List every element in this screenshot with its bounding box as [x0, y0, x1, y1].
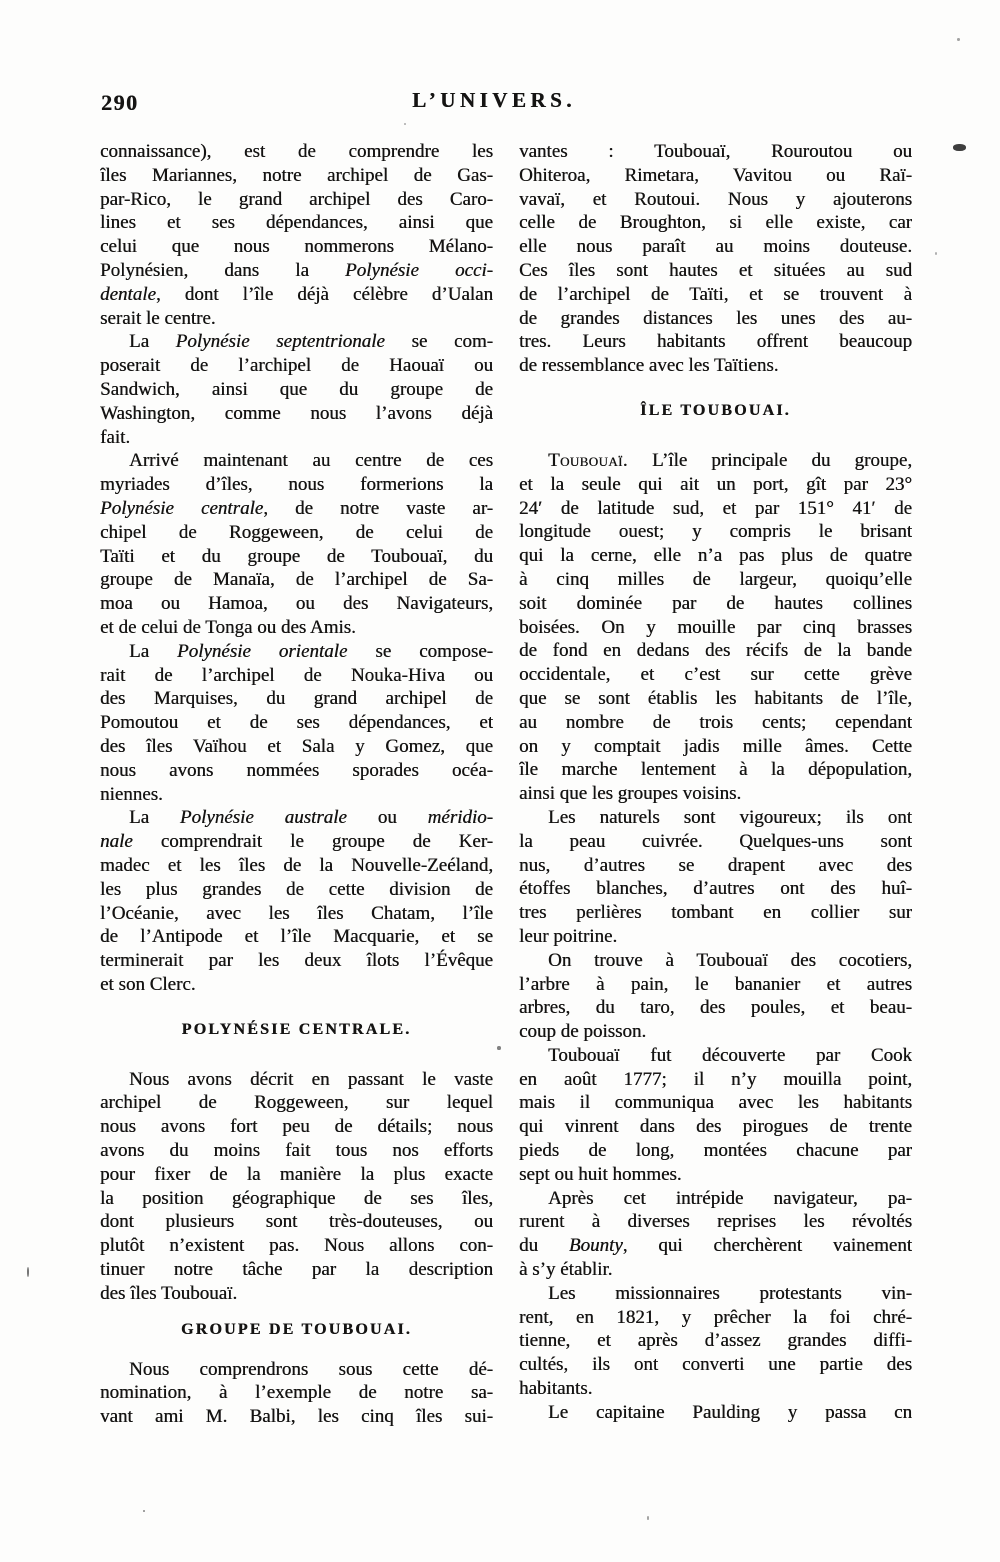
text-line: îles Mariannes, notre archipel de Gas-: [100, 164, 493, 186]
text-line: tinuer notre tâche par la description: [100, 1259, 493, 1281]
text-line: en août 1777; il n’y mouilla point,: [519, 1068, 912, 1090]
text-line: Le capitaine Paulding y passa cn: [548, 1401, 912, 1423]
text-line: sept ou huit hommes.: [519, 1163, 682, 1185]
text-line: La Polynésie orientale se compose-: [129, 640, 493, 662]
text-line: au nombre de trois cents; cependant: [519, 711, 912, 733]
text-line: et son Clerc.: [100, 973, 196, 995]
page-header: [100, 88, 912, 118]
text-line: à s’y établir.: [519, 1259, 613, 1281]
text-line: de l’archipel de Taïti, et se trouvent à: [519, 283, 912, 305]
text-line: arbres, du taro, des poules, et beau-: [519, 997, 912, 1019]
paragraph: [100, 1358, 493, 1429]
paragraph: [519, 449, 912, 806]
text-line: du Bounty, qui cherchèrent vainement: [519, 1235, 912, 1257]
paragraph: [100, 449, 493, 639]
text-line: groupe de Manaïa, de l’archipel de Sa-: [100, 569, 493, 591]
text-line: nale comprendrait le groupe de Ker-: [100, 831, 493, 853]
text-line: la peau cuivrée. Quelques-uns sont: [519, 830, 912, 852]
scan-artifact: [953, 144, 966, 151]
text-line: de ressemblance avec les Taïtiens.: [519, 355, 779, 377]
text-line: île marche lentement à la dépopulation,: [519, 759, 912, 781]
text-line: plutôt n’existent pas. Nous allons con-: [100, 1235, 493, 1257]
text-line: connaissance), est de comprendre les: [100, 141, 493, 162]
text-line: rent, en 1821, y prêcher la foi chré-: [519, 1306, 912, 1328]
text-line: pour fixer de la manière la plus exacte: [100, 1163, 493, 1185]
scan-artifact: [27, 1267, 29, 1277]
text-line: rurent à diverses reprises les révoltés: [519, 1211, 912, 1233]
text-line: de fond en dedans des récifs de la bande: [519, 640, 912, 662]
text-line: ainsi que les groupes voisins.: [519, 783, 742, 805]
text-line: Toubouaï fut découverte par Cook: [548, 1044, 912, 1066]
scan-artifact: [143, 1510, 145, 1512]
text-line: des îles Vaïhou et Sala y Gomez, que: [100, 735, 493, 757]
section-heading: ÎLE TOUBOUAI.: [640, 401, 791, 419]
text-line: chipel de Roggeween, de celui de: [100, 521, 493, 543]
text-line: archipel de Roggeween, sur lequel: [100, 1092, 493, 1114]
text-line: longitude ouest; y compris le brisant: [519, 521, 912, 543]
text-line: Polynésien, dans la Polynésie occi-: [100, 259, 493, 281]
running-title: L’UNIVERS.: [412, 88, 576, 112]
paragraph: [519, 1401, 912, 1425]
text-column-right: [519, 140, 912, 1429]
text-line: Après cet intrépide navigateur, pa-: [548, 1187, 912, 1209]
text-line: rait de l’archipel de Nouka-Hiva ou: [100, 664, 493, 686]
text-line: vavaï, et Routoui. Nous y ajouterons: [519, 188, 912, 210]
text-line: qui vinrent dans des pirogues de trente: [519, 1116, 912, 1138]
text-line: dentale, dont l’île déjà célèbre d’Ualan: [100, 283, 493, 305]
text-line: occidentale, et c’est sur cette grève: [519, 664, 912, 686]
text-line: étoffes blanches, d’autres ont des huî-: [519, 878, 912, 900]
paragraph: [100, 806, 493, 996]
paragraph: [100, 330, 493, 449]
text-line: Nous comprendrons sous cette dé-: [129, 1358, 493, 1380]
text-line: de l’Antipode et l’île Macquarie, et se: [100, 926, 493, 948]
text-line: nous avons nommées sporades océa-: [100, 759, 493, 781]
text-line: Pomoutou et de ses dépendances, et: [100, 712, 493, 734]
text-line: serait le centre.: [100, 307, 216, 329]
text-line: Ces îles sont hautes et situées au sud: [519, 259, 912, 281]
scan-artifact: [404, 123, 406, 125]
text-line: Nous avons décrit en passant le vaste: [129, 1068, 493, 1090]
text-line: Taïti et du groupe de Toubouaï, du: [100, 545, 493, 567]
text-line: boisées. On y mouille par cinq brasses: [519, 616, 912, 638]
text-line: La Polynésie australe ou méridio-: [129, 807, 493, 829]
text-line: niennes.: [100, 783, 163, 805]
text-line: vant ami M. Balbi, les cinq îles sui-: [100, 1406, 493, 1428]
text-line: La Polynésie septentrionale se com-: [129, 331, 493, 353]
text-line: 24′ de latitude sud, et par 151° 41′ de: [519, 497, 912, 519]
paragraph: [519, 806, 912, 949]
text-line: poserait de l’archipel de Haouaï ou: [100, 355, 493, 377]
page-number: 290: [101, 90, 139, 115]
text-line: des Marquises, du grand archipel de: [100, 688, 493, 710]
text-line: Washington, comme nous l’avons déjà: [100, 402, 493, 424]
text-line: fait.: [100, 426, 131, 448]
text-line: terminerait par les deux îlots l’Évêque: [100, 950, 493, 972]
scan-artifact: [497, 1046, 501, 1050]
text-line: myriades d’îles, nous formerions la: [100, 474, 493, 496]
text-line: Les naturels sont vigoureux; ils ont: [548, 806, 912, 828]
paragraph: [519, 1044, 912, 1187]
text-line: soit dominée par de hautes collines: [519, 592, 912, 614]
text-line: et de celui de Tonga ou des Amis.: [100, 616, 356, 638]
paragraph: [519, 1282, 912, 1401]
text-line: nomination, à l’exemple de notre sa-: [100, 1382, 493, 1404]
text-line: madec et les îles de la Nouvelle-Zeéland,: [100, 854, 493, 876]
text-line: celui que nous nommerons Mélano-: [100, 236, 493, 258]
text-line: de grandes distances les unes des au-: [519, 307, 912, 329]
scan-artifact: [957, 38, 960, 41]
text-line: pieds de long, montées chacune par: [519, 1140, 912, 1162]
text-line: tienne, et après d’assez grandes diffi-: [519, 1330, 912, 1352]
text-line: vantes : Toubouaï, Rouroutou ou: [519, 141, 912, 162]
text-line: l’Océanie, avec les îles Chatam, l’île: [100, 902, 493, 924]
paragraph: [100, 140, 493, 330]
text-line: Les missionnaires protestants vin-: [548, 1282, 912, 1304]
text-line: celle de Broughton, si elle existe, car: [519, 212, 912, 234]
text-line: par-Rico, le grand archipel des Caro-: [100, 188, 493, 210]
paragraph: [519, 140, 912, 378]
text-line: leur poitrine.: [519, 925, 618, 947]
text-line: cultés, ils ont converti une partie des: [519, 1354, 912, 1376]
text-line: habitants.: [519, 1378, 593, 1400]
text-line: avons du moins fait tous nos efforts: [100, 1140, 493, 1162]
text-line: l’arbre à pain, le bananier et autres: [519, 973, 912, 995]
paragraph: [100, 640, 493, 807]
text-line: dont plusieurs sont très-douteuses, ou: [100, 1211, 493, 1233]
scan-artifact: [647, 1516, 649, 1520]
text-line: Ohiteroa, Rimetara, Vavitou ou Raï-: [519, 164, 912, 186]
text-line: à cinq milles de largeur, quoiqu’elle: [519, 568, 912, 590]
text-line: moa ou Hamoa, ou des Navigateurs,: [100, 593, 493, 615]
paragraph: [100, 1068, 493, 1306]
section-heading: POLYNÉSIE CENTRALE.: [181, 1020, 412, 1038]
text-column-left: [100, 140, 493, 1429]
text-line: nus, d’autres se drapent avec des: [519, 854, 912, 876]
text-line: des îles Toubouaï.: [100, 1282, 238, 1304]
paragraph: [519, 949, 912, 1044]
text-columns: [100, 140, 912, 1429]
text-line: qui la cerne, elle n’a pas plus de quatre: [519, 545, 912, 567]
text-line: mais il communiqua avec les habitants: [519, 1092, 912, 1114]
scan-artifact: [935, 252, 937, 255]
text-line: on y comptait jadis mille âmes. Cette: [519, 735, 912, 757]
paragraph: [519, 1187, 912, 1282]
section-heading: GROUPE DE TOUBOUAI.: [180, 1320, 413, 1338]
text-line: et la seule qui ait un port, gît par 23°: [519, 473, 912, 495]
text-line: On trouve à Toubouaï des cocotiers,: [548, 949, 912, 971]
text-line: Polynésie centrale, de notre vaste ar-: [100, 497, 493, 519]
text-line: Toubouaï. L’île principale du groupe,: [548, 449, 912, 471]
text-line: les plus grandes de cette division de: [100, 878, 493, 900]
text-line: coup de poisson.: [519, 1021, 647, 1043]
text-line: elle nous paraît au moins douteuse.: [519, 236, 912, 258]
text-line: lines et ses dépendances, ainsi que: [100, 212, 493, 234]
text-line: nous avons fort peu de détails; nous: [100, 1116, 493, 1138]
text-line: Arrivé maintenant au centre de ces: [129, 450, 493, 472]
text-line: tres perlières tombant en collier sur: [519, 902, 912, 924]
text-line: que se sont établis les habitants de l’île,: [519, 687, 912, 709]
text-line: tres. Leurs habitants offrent beaucoup: [519, 331, 912, 353]
text-line: Sandwich, ainsi que du groupe de: [100, 378, 493, 400]
text-line: la position géographique de ses îles,: [100, 1187, 493, 1209]
